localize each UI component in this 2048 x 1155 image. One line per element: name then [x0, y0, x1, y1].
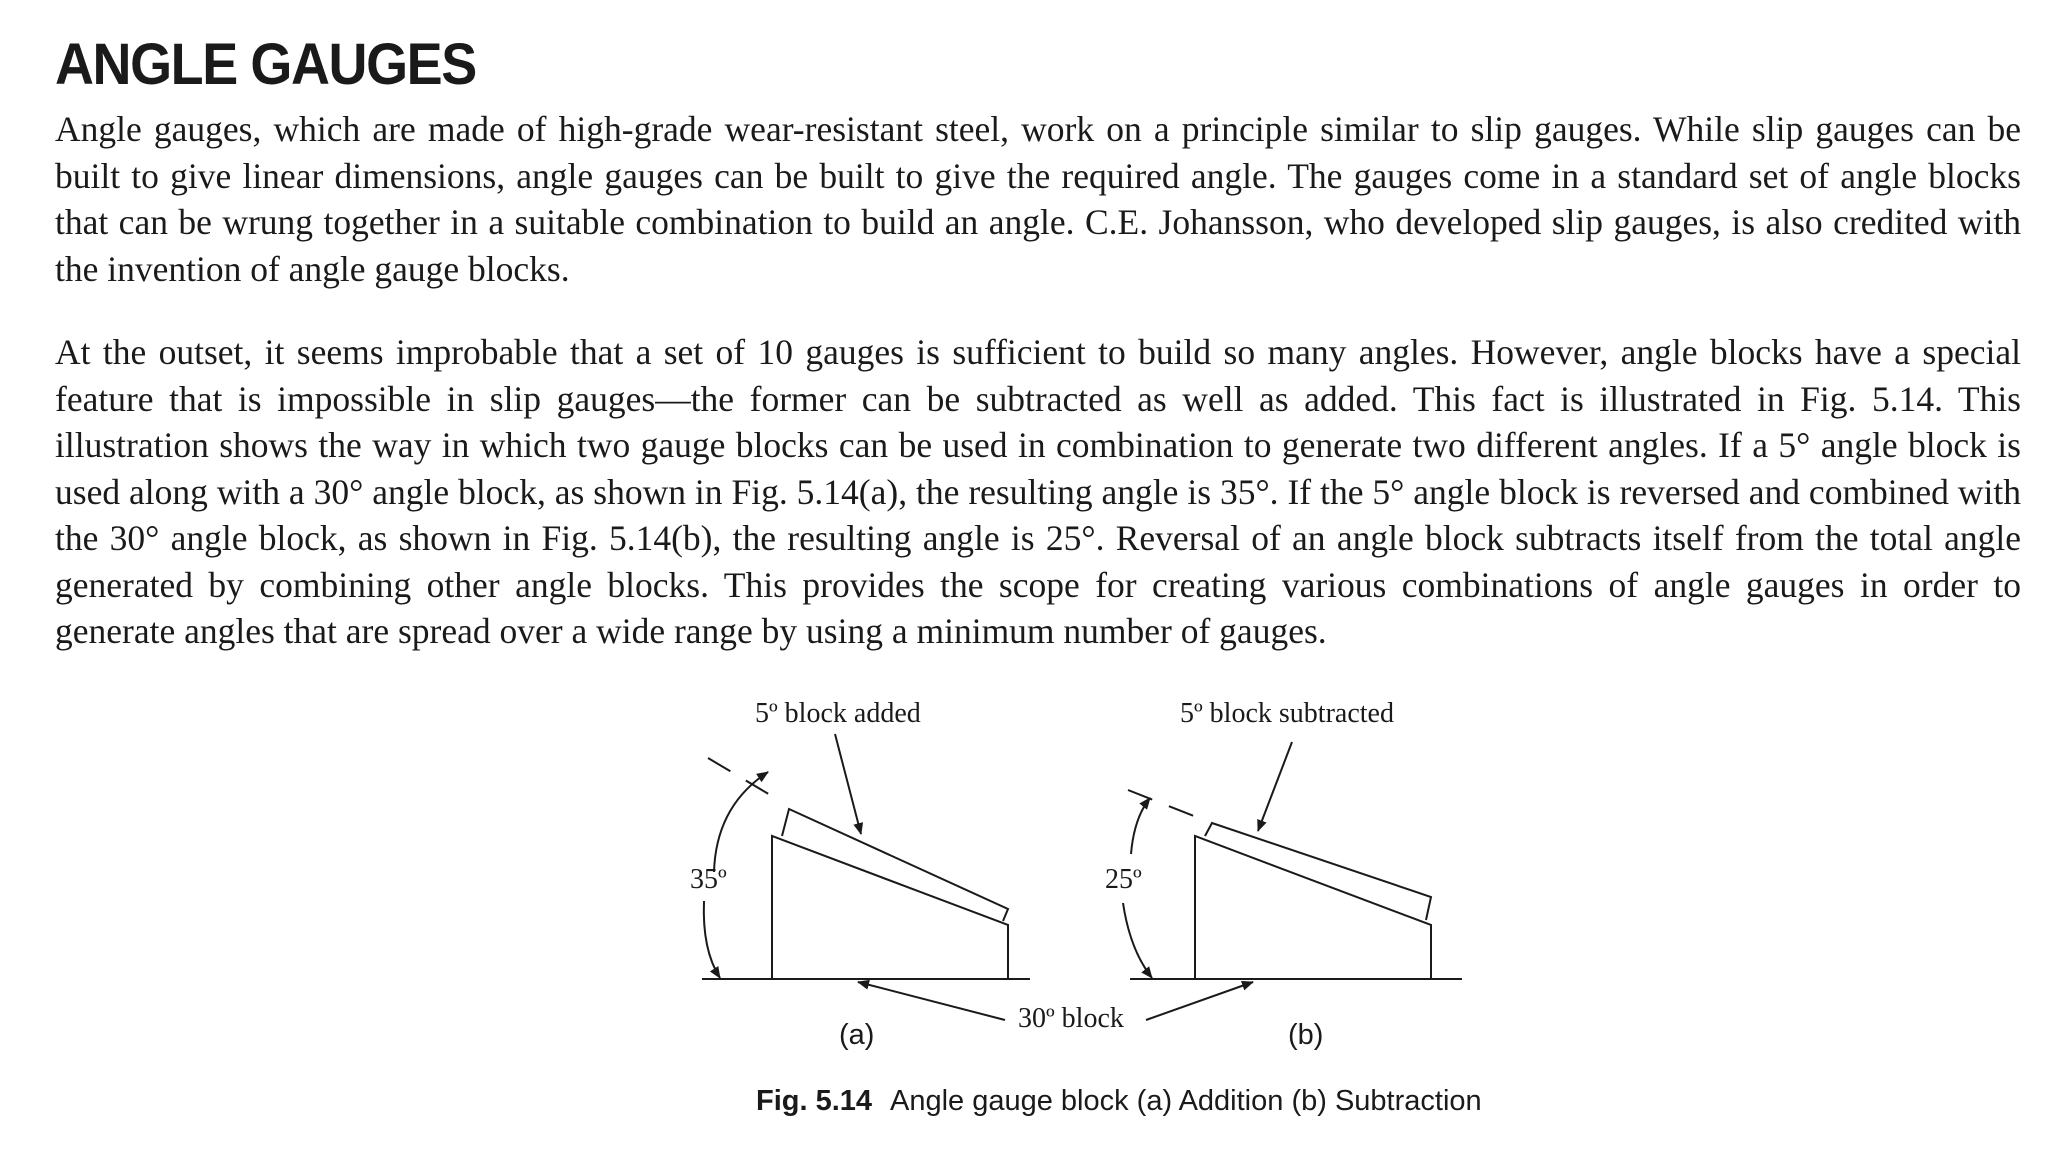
- block-30-b: [1195, 836, 1431, 979]
- block-5-a: [782, 809, 1008, 921]
- dashed-line-a: [708, 758, 782, 802]
- paragraph-2: At the outset, it seems improbable that a set of 10 gauges is sufficient to build so many angles. However, angle blocks have a special feature that is impossible in slip gauges—the former can be subtracted as well as added. This fact is illustrated in Fig. 5.14. This illustration shows the way in which two gauge blocks can be used in combination to generate two different angles. If a 5° angle block is used along with a 30° angle block, as shown in Fig. 5.14(a), the resulting angle is 35°. If the 5° angle block is reversed and combined with the 30° angle block, as shown in Fig. 5.14(b), the resulting angle is 25°. Reversal of an angle block subtracts itself from the total angle generated by combining other angle blocks. This provides the scope for creating various combinations of angle gauges in order to generate angles that are spread over a wide range by using a minimum number of gauges.: [55, 332, 2021, 651]
- label-30-block: 30º block: [1018, 1003, 1124, 1034]
- diagram-b: [1123, 742, 1462, 979]
- caption-number: Fig. 5.14: [756, 1085, 873, 1117]
- dashed-line-b: [1128, 790, 1204, 820]
- block-30-leaders: [858, 982, 1253, 1020]
- leader-5-subtracted: [1258, 742, 1292, 831]
- label-5-block-subtracted: 5º block subtracted: [1180, 698, 1394, 729]
- leader-30-to-b: [1146, 982, 1253, 1020]
- label-sub-b: (b): [1288, 1019, 1324, 1051]
- block-5-b: [1205, 823, 1431, 920]
- page-content: [55, 32, 2021, 655]
- angle-arc-upper-a: [714, 772, 768, 872]
- block-30-a: [772, 836, 1008, 979]
- caption-text: Angle gauge block (a) Addition (b) Subtraction: [890, 1085, 1482, 1117]
- section-title: ANGLE GAUGES: [55, 32, 476, 97]
- label-angle-35: 35º: [690, 864, 727, 895]
- leader-30-to-a: [858, 982, 1005, 1020]
- leader-5-added: [835, 734, 861, 834]
- label-5-block-added: 5º block added: [755, 698, 921, 729]
- label-sub-a: (a): [839, 1019, 875, 1051]
- angle-arc-lower-a: [704, 901, 720, 978]
- label-angle-25: 25º: [1105, 864, 1142, 895]
- paragraph-1: Angle gauges, which are made of high-grade wear-resistant steel, work on a principle similar to slip gauges. While slip gauges can be built to give linear dimensions, angle gauges can be built to give the required angle. The gauges come in a standard set of angle blocks that can be wrung together in a suitable combination to build an angle. C.E. Johansson, who developed slip gauges, is also credited with the invention of angle gauge blocks.: [55, 109, 2021, 289]
- angle-arc-lower-b: [1123, 903, 1152, 978]
- diagram-a: [702, 734, 1030, 979]
- angle-arc-upper-b: [1131, 798, 1150, 854]
